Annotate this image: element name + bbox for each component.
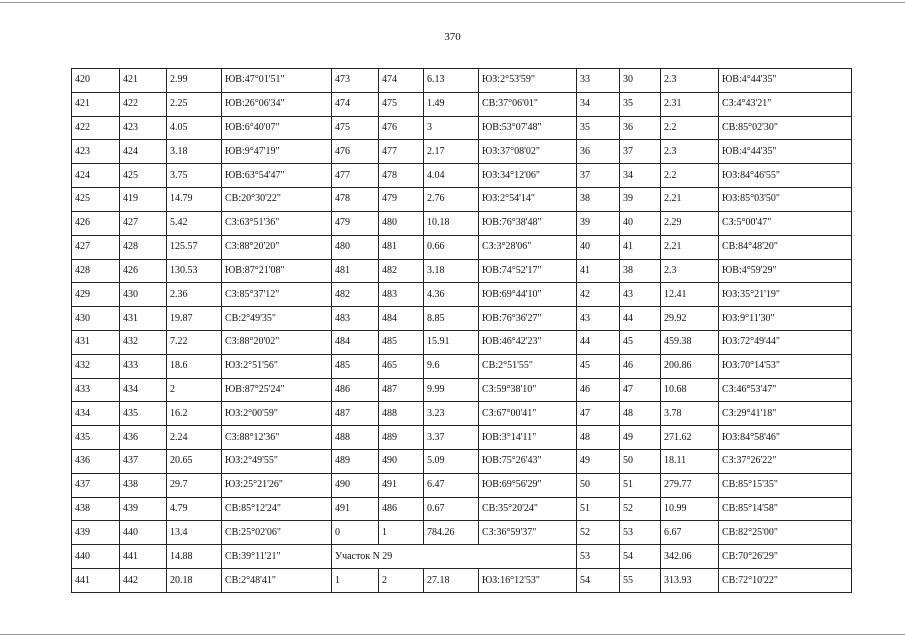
bearing-cell: ЮЗ:16°12'53" [479,569,577,593]
from-point-cell: 489 [332,450,379,474]
table-row [72,307,852,331]
distance-cell: 2.76 [424,188,479,212]
bearing-cell: СЗ:88°12'36" [222,426,332,450]
bearing-cell: СВ:35°20'24" [479,497,577,521]
distance-cell: 29.92 [661,307,719,331]
bearing-cell: СВ:20°30'22" [222,188,332,212]
bearing-cell: ЮВ:47°01'51" [222,69,332,93]
from-point-cell: 479 [332,211,379,235]
table-row [72,545,852,569]
table-row [72,259,852,283]
distance-cell: 19.87 [167,307,222,331]
bearing-cell: ЮЗ:84°58'46" [719,426,852,450]
bearing-cell: ЮВ:4°44'35" [719,69,852,93]
table-row [72,188,852,212]
distance-cell: 2.36 [167,283,222,307]
from-point-cell: 482 [332,283,379,307]
to-point-cell: 487 [379,378,424,402]
from-point-cell: 37 [577,164,620,188]
distance-cell: 4.05 [167,116,222,140]
to-point-cell: 427 [120,211,167,235]
distance-cell: 16.2 [167,402,222,426]
to-point-cell: 48 [620,402,661,426]
distance-cell: 279.77 [661,473,719,497]
distance-cell: 2.24 [167,426,222,450]
bearing-cell: СВ:85°12'24" [222,497,332,521]
from-point-cell: 481 [332,259,379,283]
bearing-cell: СВ:25°02'06" [222,521,332,545]
from-point-cell: 477 [332,164,379,188]
table-row [72,211,852,235]
bearing-cell: СЗ:3°28'06" [479,235,577,259]
to-point-cell: 475 [379,92,424,116]
to-point-cell: 426 [120,259,167,283]
distance-cell: 459.38 [661,330,719,354]
from-point-cell: 34 [577,92,620,116]
bearing-cell: СЗ:37°26'22" [719,450,852,474]
from-point-cell: 44 [577,330,620,354]
table-row [72,402,852,426]
bearing-cell: ЮВ:87°25'24" [222,378,332,402]
from-point-cell: 35 [577,116,620,140]
from-point-cell: 437 [72,473,120,497]
bearing-cell: ЮВ:4°59'29" [719,259,852,283]
from-point-cell: 422 [72,116,120,140]
to-point-cell: 441 [120,545,167,569]
bearing-cell: СВ:2°51'55" [479,354,577,378]
distance-cell: 3.18 [167,140,222,164]
distance-cell: 10.68 [661,378,719,402]
to-point-cell: 440 [120,521,167,545]
from-point-cell: 487 [332,402,379,426]
distance-cell: 784.26 [424,521,479,545]
bearing-cell: СЗ:29°41'18" [719,402,852,426]
from-point-cell: 45 [577,354,620,378]
to-point-cell: 477 [379,140,424,164]
table-row [72,426,852,450]
from-point-cell: 428 [72,259,120,283]
bearing-cell: СВ:84°48'20" [719,235,852,259]
from-point-cell: 33 [577,69,620,93]
distance-cell: 13.4 [167,521,222,545]
distance-cell: 4.04 [424,164,479,188]
to-point-cell: 486 [379,497,424,521]
distance-cell: 342.06 [661,545,719,569]
distance-cell: 2.21 [661,235,719,259]
from-point-cell: 473 [332,69,379,93]
from-point-cell: 490 [332,473,379,497]
table-row [72,378,852,402]
from-point-cell: 421 [72,92,120,116]
distance-cell: 2.29 [661,211,719,235]
distance-cell: 2.3 [661,69,719,93]
from-point-cell: 435 [72,426,120,450]
distance-cell: 10.99 [661,497,719,521]
distance-cell: 14.79 [167,188,222,212]
from-point-cell: 476 [332,140,379,164]
to-point-cell: 465 [379,354,424,378]
to-point-cell: 491 [379,473,424,497]
to-point-cell: 43 [620,283,661,307]
distance-cell: 10.18 [424,211,479,235]
bearing-cell: ЮВ:74°52'17" [479,259,577,283]
to-point-cell: 431 [120,307,167,331]
to-point-cell: 442 [120,569,167,593]
bearing-cell: ЮЗ:85°03'50" [719,188,852,212]
from-point-cell: 434 [72,402,120,426]
to-point-cell: 479 [379,188,424,212]
to-point-cell: 47 [620,378,661,402]
to-point-cell: 430 [120,283,167,307]
from-point-cell: 427 [72,235,120,259]
to-point-cell: 428 [120,235,167,259]
distance-cell: 2.31 [661,92,719,116]
coordinates-table [71,68,852,593]
to-point-cell: 439 [120,497,167,521]
from-point-cell: 48 [577,426,620,450]
table-row [72,235,852,259]
distance-cell: 8.85 [424,307,479,331]
to-point-cell: 485 [379,330,424,354]
to-point-cell: 490 [379,450,424,474]
distance-cell: 3.23 [424,402,479,426]
bearing-cell: ЮВ:76°38'48" [479,211,577,235]
to-point-cell: 30 [620,69,661,93]
bearing-cell: ЮВ:6°40'07" [222,116,332,140]
bearing-cell: СВ:85°15'35" [719,473,852,497]
from-point-cell: 36 [577,140,620,164]
distance-cell: 3.37 [424,426,479,450]
distance-cell: 20.18 [167,569,222,593]
to-point-cell: 433 [120,354,167,378]
distance-cell: 3.18 [424,259,479,283]
bearing-cell: ЮВ:87°21'08" [222,259,332,283]
to-point-cell: 481 [379,235,424,259]
from-point-cell: 475 [332,116,379,140]
bearing-cell: СЗ:88°20'02" [222,330,332,354]
to-point-cell: 40 [620,211,661,235]
from-point-cell: 430 [72,307,120,331]
from-point-cell: 54 [577,569,620,593]
table-row [72,473,852,497]
bearing-cell: ЮВ:69°56'29" [479,473,577,497]
section-heading: Участок N 29 [332,545,577,569]
to-point-cell: 421 [120,69,167,93]
from-point-cell: 41 [577,259,620,283]
from-point-cell: 423 [72,140,120,164]
bearing-cell: ЮЗ:2°51'56" [222,354,332,378]
table-row [72,116,852,140]
bearing-cell: ЮВ:26°06'34" [222,92,332,116]
to-point-cell: 54 [620,545,661,569]
bearing-cell: ЮЗ:72°49'44" [719,330,852,354]
distance-cell: 12.41 [661,283,719,307]
to-point-cell: 483 [379,283,424,307]
from-point-cell: 485 [332,354,379,378]
distance-cell: 2.25 [167,92,222,116]
table-row [72,330,852,354]
to-point-cell: 46 [620,354,661,378]
bearing-cell: СВ:72°10'22" [719,569,852,593]
to-point-cell: 45 [620,330,661,354]
distance-cell: 27.18 [424,569,479,593]
table-row [72,69,852,93]
bearing-cell: СЗ:5°00'47" [719,211,852,235]
from-point-cell: 49 [577,450,620,474]
distance-cell: 4.79 [167,497,222,521]
to-point-cell: 37 [620,140,661,164]
from-point-cell: 46 [577,378,620,402]
from-point-cell: 480 [332,235,379,259]
distance-cell: 200.86 [661,354,719,378]
distance-cell: 2.3 [661,140,719,164]
to-point-cell: 422 [120,92,167,116]
to-point-cell: 39 [620,188,661,212]
distance-cell: 2.2 [661,164,719,188]
to-point-cell: 489 [379,426,424,450]
distance-cell: 2.2 [661,116,719,140]
to-point-cell: 437 [120,450,167,474]
bottom-scan-rule [0,634,905,635]
bearing-cell: ЮЗ:25°21'26" [222,473,332,497]
bearing-cell: ЮЗ:84°46'55" [719,164,852,188]
to-point-cell: 476 [379,116,424,140]
bearing-cell: ЮВ:75°26'43" [479,450,577,474]
to-point-cell: 435 [120,402,167,426]
bearing-cell: ЮЗ:2°49'55" [222,450,332,474]
distance-cell: 20.65 [167,450,222,474]
from-point-cell: 478 [332,188,379,212]
from-point-cell: 47 [577,402,620,426]
table-row [72,569,852,593]
distance-cell: 18.6 [167,354,222,378]
distance-cell: 6.13 [424,69,479,93]
top-scan-rule [0,2,905,3]
from-point-cell: 436 [72,450,120,474]
to-point-cell: 436 [120,426,167,450]
from-point-cell: 432 [72,354,120,378]
bearing-cell: СВ:2°48'41" [222,569,332,593]
to-point-cell: 44 [620,307,661,331]
distance-cell: 0.66 [424,235,479,259]
bearing-cell: ЮВ:53°07'48" [479,116,577,140]
to-point-cell: 484 [379,307,424,331]
table-row [72,140,852,164]
to-point-cell: 52 [620,497,661,521]
from-point-cell: 425 [72,188,120,212]
distance-cell: 3.75 [167,164,222,188]
from-point-cell: 488 [332,426,379,450]
from-point-cell: 429 [72,283,120,307]
from-point-cell: 441 [72,569,120,593]
from-point-cell: 50 [577,473,620,497]
table-row [72,283,852,307]
distance-cell: 2 [167,378,222,402]
distance-cell: 5.09 [424,450,479,474]
bearing-cell: ЮЗ:37°08'02" [479,140,577,164]
to-point-cell: 419 [120,188,167,212]
bearing-cell: СЗ:88°20'20" [222,235,332,259]
bearing-cell: ЮВ:46°42'23" [479,330,577,354]
to-point-cell: 424 [120,140,167,164]
to-point-cell: 2 [379,569,424,593]
distance-cell: 2.3 [661,259,719,283]
to-point-cell: 41 [620,235,661,259]
from-point-cell: 484 [332,330,379,354]
to-point-cell: 35 [620,92,661,116]
to-point-cell: 1 [379,521,424,545]
bearing-cell: СВ:85°14'58" [719,497,852,521]
bearing-cell: ЮВ:76°36'27" [479,307,577,331]
to-point-cell: 36 [620,116,661,140]
from-point-cell: 420 [72,69,120,93]
from-point-cell: 491 [332,497,379,521]
bearing-cell: ЮЗ:34°12'06" [479,164,577,188]
from-point-cell: 474 [332,92,379,116]
distance-cell: 6.67 [661,521,719,545]
page-number: 370 [444,31,461,43]
distance-cell: 0.67 [424,497,479,521]
from-point-cell: 483 [332,307,379,331]
to-point-cell: 432 [120,330,167,354]
distance-cell: 3 [424,116,479,140]
from-point-cell: 51 [577,497,620,521]
bearing-cell: СЗ:63°51'36" [222,211,332,235]
to-point-cell: 482 [379,259,424,283]
bearing-cell: ЮЗ:2°54'14" [479,188,577,212]
bearing-cell: СЗ:67°00'41" [479,402,577,426]
from-point-cell: 40 [577,235,620,259]
to-point-cell: 34 [620,164,661,188]
distance-cell: 2.17 [424,140,479,164]
distance-cell: 14.88 [167,545,222,569]
to-point-cell: 53 [620,521,661,545]
table-row [72,450,852,474]
from-point-cell: 39 [577,211,620,235]
distance-cell: 9.6 [424,354,479,378]
table-row [72,164,852,188]
distance-cell: 9.99 [424,378,479,402]
bearing-cell: СЗ:85°37'12" [222,283,332,307]
bearing-cell: СВ:2°49'35" [222,307,332,331]
distance-cell: 18.11 [661,450,719,474]
from-point-cell: 439 [72,521,120,545]
distance-cell: 271.62 [661,426,719,450]
from-point-cell: 42 [577,283,620,307]
to-point-cell: 38 [620,259,661,283]
bearing-cell: СЗ:36°59'37" [479,521,577,545]
to-point-cell: 478 [379,164,424,188]
table-row [72,354,852,378]
to-point-cell: 423 [120,116,167,140]
bearing-cell: ЮВ:4°44'35" [719,140,852,164]
distance-cell: 2.21 [661,188,719,212]
distance-cell: 4.36 [424,283,479,307]
bearing-cell: СВ:85°02'30" [719,116,852,140]
distance-cell: 6.47 [424,473,479,497]
bearing-cell: СЗ:4°43'21" [719,92,852,116]
bearing-cell: ЮЗ:35°21'19" [719,283,852,307]
distance-cell: 29.7 [167,473,222,497]
distance-cell: 1.49 [424,92,479,116]
table-row [72,521,852,545]
to-point-cell: 438 [120,473,167,497]
from-point-cell: 440 [72,545,120,569]
to-point-cell: 488 [379,402,424,426]
from-point-cell: 43 [577,307,620,331]
from-point-cell: 424 [72,164,120,188]
bearing-cell: ЮВ:69°44'10" [479,283,577,307]
from-point-cell: 53 [577,545,620,569]
distance-cell: 313.93 [661,569,719,593]
from-point-cell: 433 [72,378,120,402]
distance-cell: 125.57 [167,235,222,259]
bearing-cell: СВ:82°25'00" [719,521,852,545]
bearing-cell: ЮВ:63°54'47" [222,164,332,188]
distance-cell: 7.22 [167,330,222,354]
bearing-cell: ЮВ:3°14'11" [479,426,577,450]
to-point-cell: 425 [120,164,167,188]
to-point-cell: 51 [620,473,661,497]
from-point-cell: 1 [332,569,379,593]
table-row [72,497,852,521]
bearing-cell: СВ:70°26'29" [719,545,852,569]
from-point-cell: 438 [72,497,120,521]
bearing-cell: ЮЗ:2°00'59" [222,402,332,426]
bearing-cell: ЮЗ:9°11'30" [719,307,852,331]
from-point-cell: 431 [72,330,120,354]
to-point-cell: 480 [379,211,424,235]
bearing-cell: СВ:39°11'21" [222,545,332,569]
from-point-cell: 486 [332,378,379,402]
bearing-cell: ЮВ:9°47'19" [222,140,332,164]
to-point-cell: 55 [620,569,661,593]
bearing-cell: ЮЗ:70°14'53" [719,354,852,378]
distance-cell: 2.99 [167,69,222,93]
distance-cell: 130.53 [167,259,222,283]
table-row [72,92,852,116]
from-point-cell: 426 [72,211,120,235]
from-point-cell: 38 [577,188,620,212]
to-point-cell: 50 [620,450,661,474]
from-point-cell: 52 [577,521,620,545]
to-point-cell: 434 [120,378,167,402]
bearing-cell: СЗ:46°53'47" [719,378,852,402]
bearing-cell: СЗ:59°38'10" [479,378,577,402]
bearing-cell: ЮЗ:2°53'59" [479,69,577,93]
from-point-cell: 0 [332,521,379,545]
distance-cell: 15.91 [424,330,479,354]
distance-cell: 3.78 [661,402,719,426]
distance-cell: 5.42 [167,211,222,235]
to-point-cell: 49 [620,426,661,450]
to-point-cell: 474 [379,69,424,93]
bearing-cell: СВ:37°06'01" [479,92,577,116]
